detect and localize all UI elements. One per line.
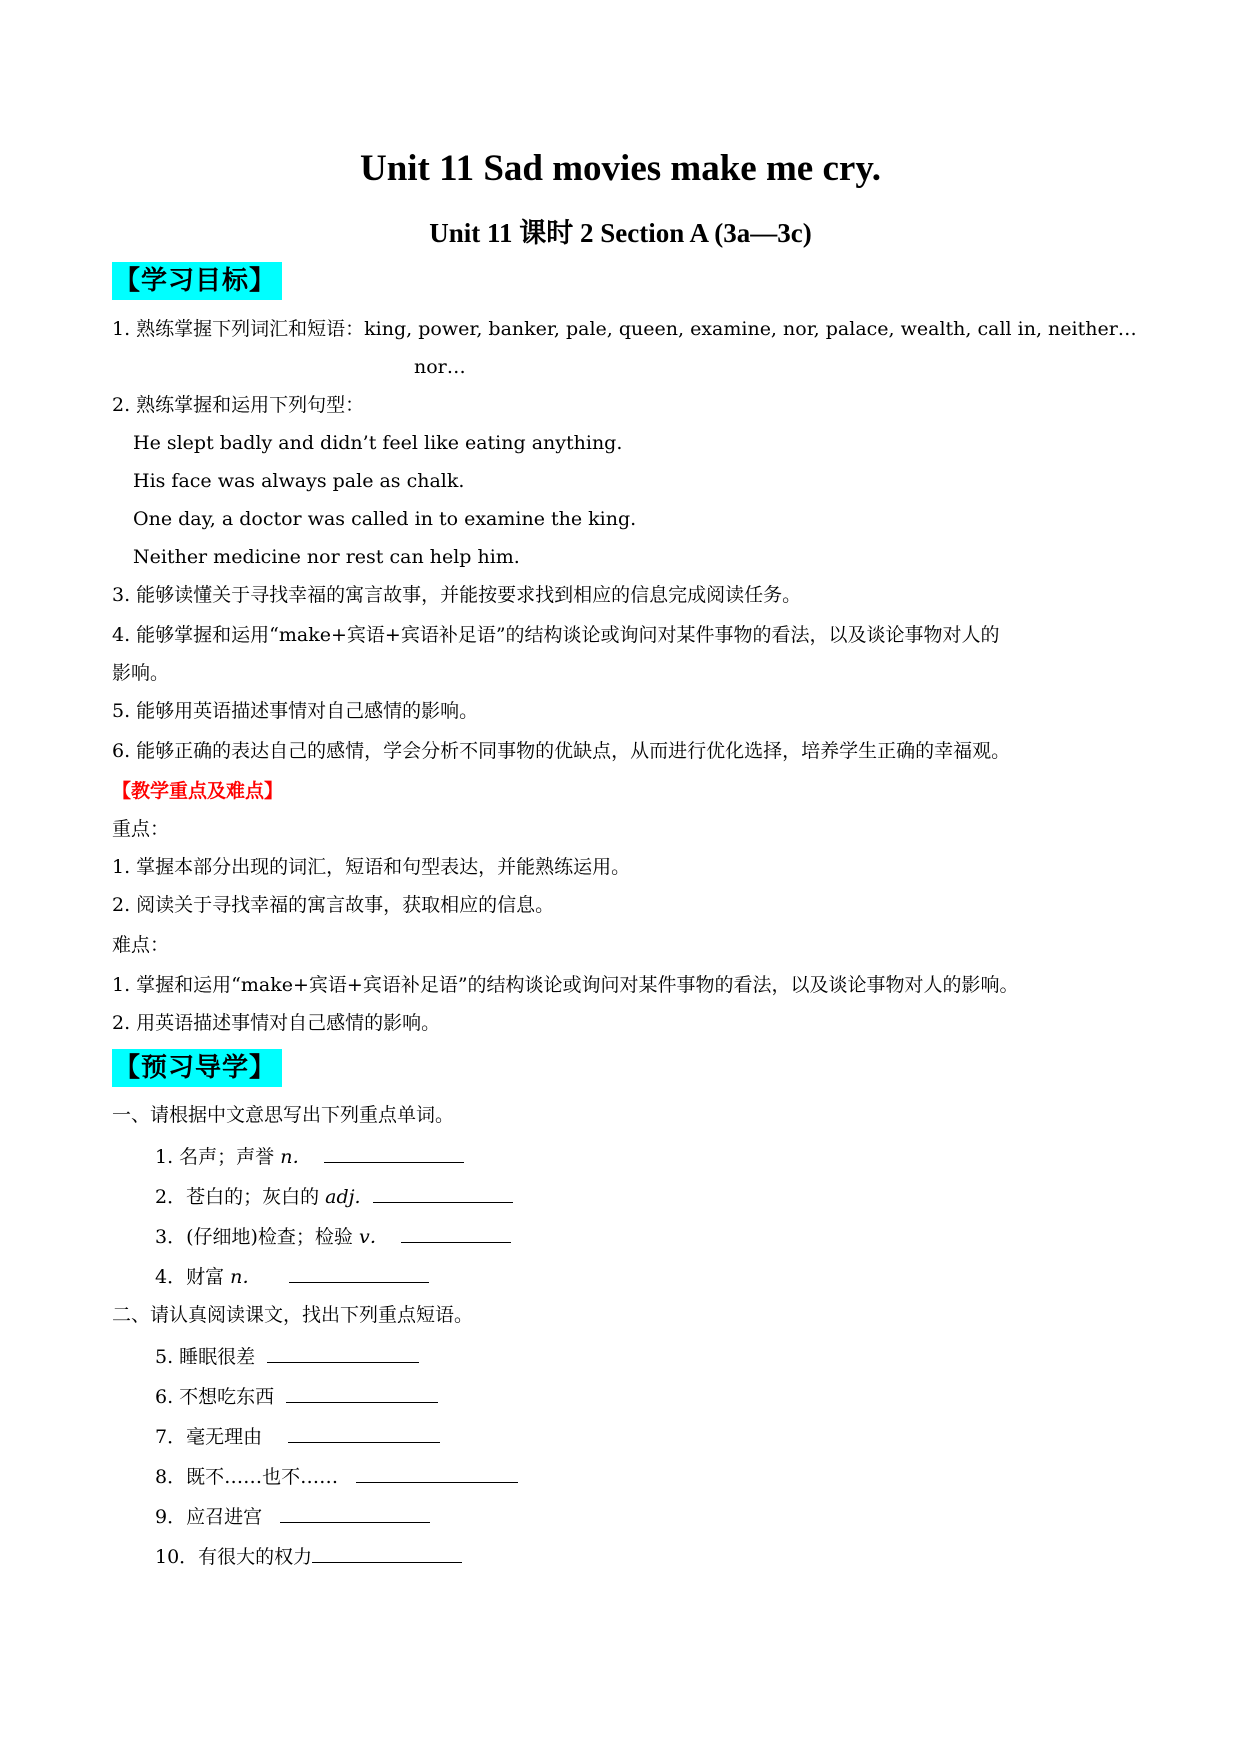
goal-sentence: Neither medicine nor rest can help him. — [133, 546, 520, 568]
answer-blank[interactable] — [289, 1260, 429, 1283]
answer-blank[interactable] — [324, 1140, 464, 1163]
word-question: 3．(仔细地)检查；检验 v． — [155, 1220, 511, 1252]
word-question: 1. 名声；声誉 n． — [155, 1140, 464, 1172]
page-subtitle: Unit 11 课时 2 Section A (3a—3c) — [429, 218, 812, 248]
phrase-question: 7．毫无理由 — [155, 1420, 440, 1452]
important-item: 2. 阅读关于寻找幸福的寓言故事，获取相应的信息。 — [112, 894, 555, 916]
answer-blank[interactable] — [373, 1180, 513, 1203]
goal-line: 1. 熟练掌握下列词汇和短语：king, power, banker, pale, queen, examine, nor, palace, wealth, call in, neither… — [112, 318, 1137, 340]
important-label: 重点： — [112, 818, 170, 840]
goal-line: 3. 能够读懂关于寻找幸福的寓言故事，并能按要求找到相应的信息完成阅读任务。 — [112, 584, 802, 606]
answer-blank[interactable] — [401, 1220, 511, 1243]
goal-line: 4. 能够掌握和运用“make+宾语+宾语补足语”的结构谈论或询问对某件事物的看法，以及谈论事物对人的 — [112, 624, 1000, 646]
important-item: 1. 掌握本部分出现的词汇，短语和句型表达，并能熟练运用。 — [112, 856, 631, 878]
phrase-question: 8．既不……也不…… — [155, 1460, 518, 1492]
phrase-question: 9．应召进宫 — [155, 1500, 430, 1532]
goal-line: 影响。 — [112, 662, 170, 684]
difficult-item: 2. 用英语描述事情对自己感情的影响。 — [112, 1012, 441, 1034]
phrase-question: 10．有很大的权力 — [155, 1540, 462, 1572]
goal-line: 2. 熟练掌握和运用下列句型： — [112, 394, 365, 416]
goal-sentence: One day, a doctor was called in to examine the king. — [133, 508, 637, 530]
answer-blank[interactable] — [286, 1380, 438, 1403]
answer-blank[interactable] — [280, 1500, 430, 1523]
goal-line: 5. 能够用英语描述事情对自己感情的影响。 — [112, 700, 479, 722]
word-question: 4．财富 n． — [155, 1260, 429, 1292]
page-title: Unit 11 Sad movies make me cry. — [359, 148, 882, 189]
goal-line: nor… — [414, 356, 466, 378]
section-heading-goals: 【学习目标】 — [112, 262, 282, 300]
goal-line: 6. 能够正确的表达自己的感情，学会分析不同事物的优缺点，从而进行优化选择，培养学生正确的幸福观。 — [112, 740, 1011, 762]
difficult-label: 难点： — [112, 934, 170, 956]
word-question: 2．苍白的；灰白的 adj. — [155, 1180, 513, 1212]
answer-blank[interactable] — [267, 1340, 419, 1363]
answer-blank[interactable] — [356, 1460, 518, 1483]
part1-title: 一、请根据中文意思写出下列重点单词。 — [112, 1104, 455, 1126]
phrase-question: 5. 睡眠很差 — [155, 1340, 419, 1372]
answer-blank[interactable] — [288, 1420, 440, 1443]
part2-title: 二、请认真阅读课文，找出下列重点短语。 — [112, 1304, 474, 1326]
section-heading-preview: 【预习导学】 — [112, 1049, 282, 1087]
goal-sentence: He slept badly and didn’t feel like eating anything. — [133, 432, 623, 454]
difficult-item: 1. 掌握和运用“make+宾语+宾语补足语”的结构谈论或询问对某件事物的看法，以及谈论事物对人的影响。 — [112, 974, 1019, 996]
phrase-question: 6. 不想吃东西 — [155, 1380, 438, 1412]
goal-sentence: His face was always pale as chalk. — [133, 470, 465, 492]
answer-blank[interactable] — [312, 1540, 462, 1563]
section-heading-key-points: 【教学重点及难点】 — [112, 780, 284, 802]
